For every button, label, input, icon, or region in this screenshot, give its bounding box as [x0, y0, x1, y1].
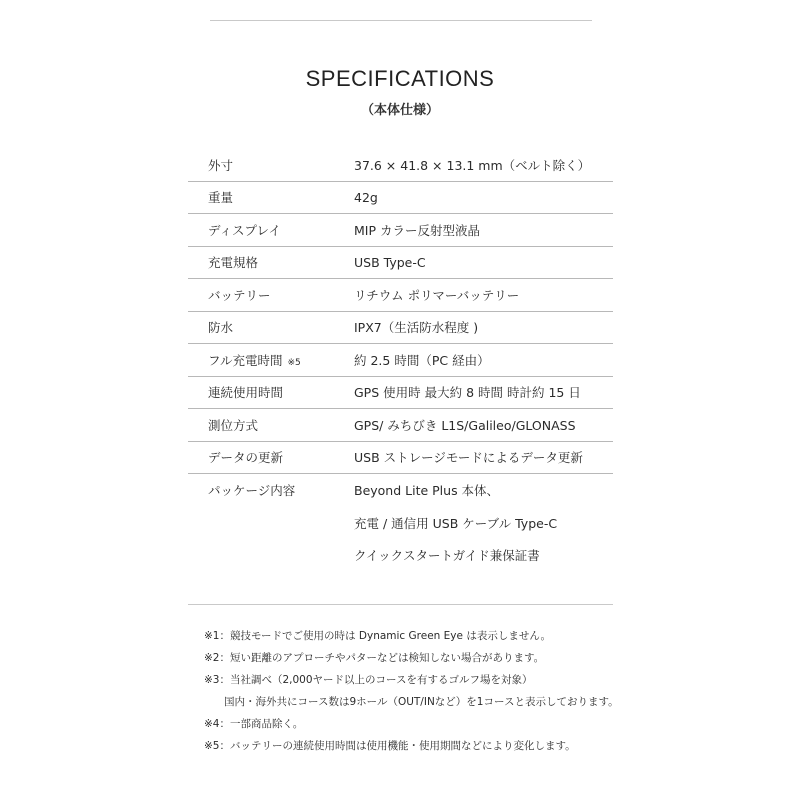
spec-row-package: [188, 474, 613, 507]
footnote: ※2：短い距離のアプローチやパターなどは検知しない場合があります。: [204, 652, 545, 664]
spec-label: 防水: [208, 320, 234, 336]
package-item: Beyond Lite Plus 本体、: [354, 483, 500, 499]
spec-value: GPS 使用時 最大約 8 時間 時計約 15 日: [354, 385, 581, 401]
spec-label: [188, 351, 354, 369]
footnote-marker: ※5: [287, 357, 301, 368]
spec-label: バッテリー: [208, 287, 271, 303]
spec-value: USB ストレージモードによるデータ更新: [354, 450, 583, 466]
package-item: クイックスタートガイド兼保証書: [354, 548, 540, 564]
spec-row-data-update: [188, 442, 613, 475]
bottom-divider: [188, 604, 613, 605]
footnotes: [204, 625, 794, 757]
spec-label: 重量: [208, 190, 234, 206]
footnote: 国内・海外共にコース数は9ホール（OUT/INなど）を1コースと表示しております。: [224, 696, 619, 708]
spec-row-charging: [188, 247, 613, 280]
spec-row-charge-time: [188, 344, 613, 377]
spec-value: 42g: [354, 189, 378, 205]
spec-value: 約 2.5 時間（PC 経由）: [354, 352, 490, 368]
spec-row-runtime: [188, 377, 613, 410]
spec-label: 測位方式: [208, 417, 259, 433]
spec-row-battery: [188, 279, 613, 312]
spec-value: USB Type-C: [354, 254, 426, 270]
spec-table: [188, 149, 613, 572]
spec-label: 連続使用時間: [208, 385, 284, 401]
spec-value: GPS/ みちびき L1S/Galileo/GLONASS: [354, 417, 576, 433]
spec-row-positioning: [188, 409, 613, 442]
footnote: ※1：競技モードでご使用の時は Dynamic Green Eye は表示しません。: [204, 630, 551, 642]
spec-row-waterproof: [188, 312, 613, 345]
spec-label-text: フル充電時間: [208, 352, 283, 368]
package-item: 充電 / 通信用 USB ケーブル Type-C: [354, 515, 558, 531]
spec-label: データの更新: [208, 450, 284, 466]
spec-row-dimensions: [188, 149, 613, 182]
footnote: ※5：バッテリーの連続使用時間は使用機能・使用期間などにより変化します。: [204, 740, 576, 752]
footnote: ※4：一部商品除く。: [204, 718, 304, 730]
spec-label: 充電規格: [208, 255, 259, 271]
spec-value: リチウム ポリマーバッテリー: [354, 287, 520, 303]
spec-value: IPX7（生活防水程度 ): [354, 320, 479, 336]
spec-row-weight: [188, 182, 613, 215]
page-title: SPECIFICATIONS: [305, 66, 495, 91]
top-divider: [210, 20, 592, 21]
spec-label: ディスプレイ: [208, 222, 281, 238]
spec-value: 37.6 × 41.8 × 13.1 mm（ベルト除く）: [354, 157, 591, 173]
spec-label: 外寸: [208, 157, 234, 173]
footnote: ※3：当社調べ（2,000ヤード以上のコースを有するゴルフ場を対象）: [204, 674, 533, 686]
spec-row-display: [188, 214, 613, 247]
page-subtitle: （本体仕様）: [360, 103, 439, 118]
spec-value: MIP カラー反射型液晶: [354, 222, 480, 238]
spec-label: パッケージ内容: [208, 483, 296, 499]
